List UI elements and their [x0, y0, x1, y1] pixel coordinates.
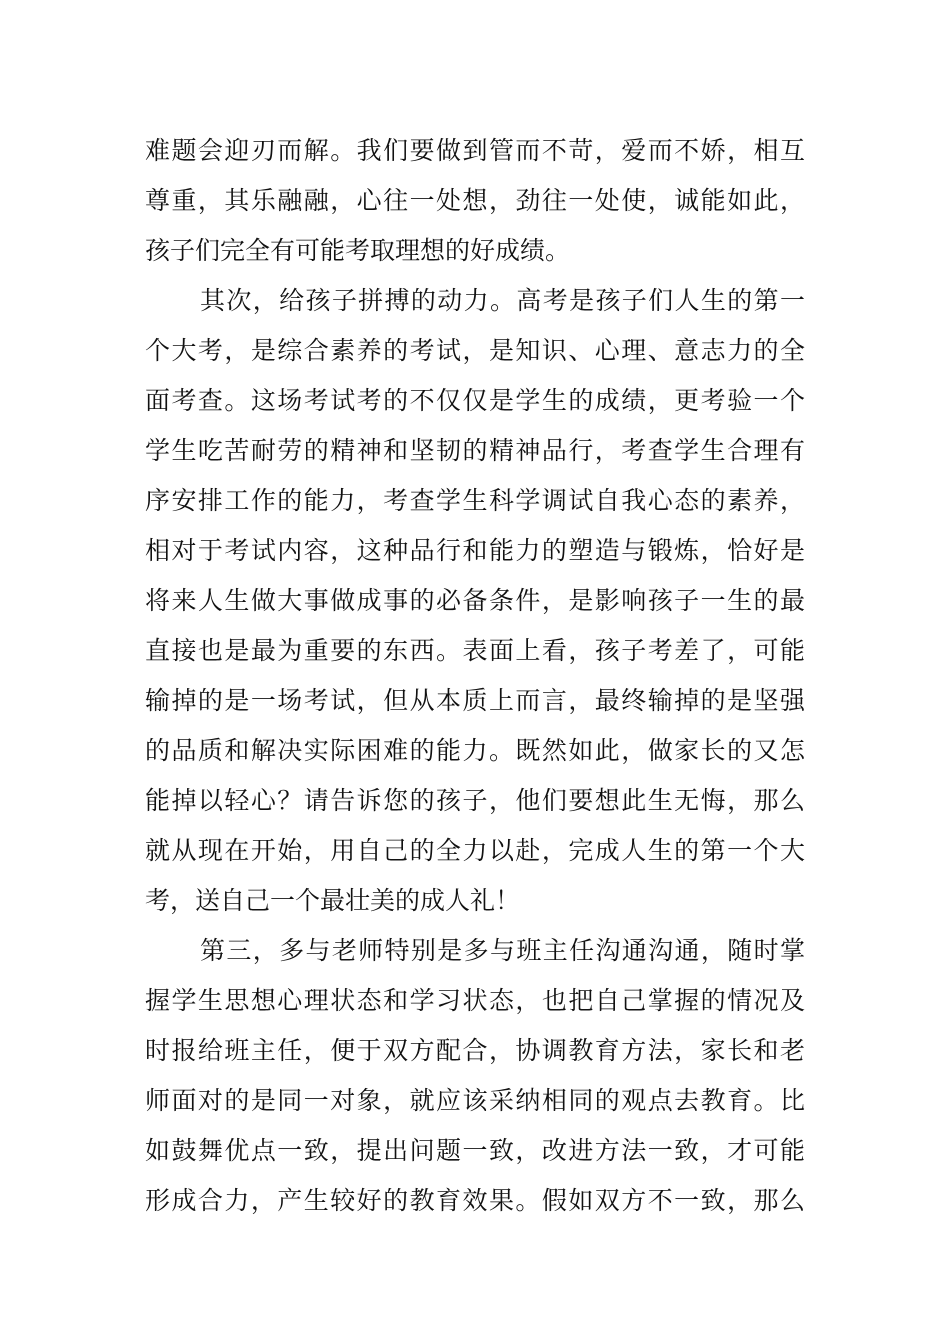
- text-line: 孩子们完全有可能考取理想的好成绩。: [145, 236, 571, 265]
- text-line: 面考查。这场考试考的不仅仅是学生的成绩，更考验一个: [145, 386, 805, 415]
- text-line: 个大考，是综合素养的考试，是知识、心理、意志力的全: [145, 336, 805, 365]
- body-text: [145, 126, 805, 1226]
- text-line: 形成合力，产生较好的教育效果。假如双方不一致，那么: [145, 1186, 805, 1215]
- text-line: 直接也是最为重要的东西。表面上看，孩子考差了，可能: [145, 636, 805, 665]
- text-line: 师面对的是同一对象，就应该采纳相同的观点去教育。比: [145, 1086, 805, 1115]
- text-line: 就从现在开始，用自己的全力以赴，完成人生的第一个大: [145, 836, 805, 865]
- text-line: 相对于考试内容，这种品行和能力的塑造与锻炼，恰好是: [145, 536, 805, 565]
- text-line: 尊重，其乐融融，心往一处想，劲往一处使，诚能如此，: [145, 186, 805, 215]
- text-line: 如鼓舞优点一致，提出问题一致，改进方法一致，才可能: [145, 1136, 805, 1165]
- text-line: 输掉的是一场考试，但从本质上而言，最终输掉的是坚强: [145, 686, 805, 715]
- text-line: 难题会迎刃而解。我们要做到管而不苛，爱而不娇，相互: [145, 136, 805, 165]
- text-line: 时报给班主任，便于双方配合，协调教育方法，家长和老: [145, 1036, 805, 1065]
- text-line: 将来人生做大事做成事的必备条件，是影响孩子一生的最: [145, 586, 805, 615]
- paragraph-start-line: 其次，给孩子拼搏的动力。高考是孩子们人生的第一: [200, 286, 805, 315]
- text-line: 能掉以轻心？请告诉您的孩子，他们要想此生无悔，那么: [145, 786, 805, 815]
- text-line: 考，送自己一个最壮美的成人礼！: [145, 886, 521, 915]
- text-line: 的品质和解决实际困难的能力。既然如此，做家长的又怎: [145, 736, 805, 765]
- text-line: 序安排工作的能力，考查学生科学调试自我心态的素养，: [145, 486, 805, 515]
- text-line: 握学生思想心理状态和学习状态，也把自己掌握的情况及: [145, 986, 805, 1015]
- text-line: 学生吃苦耐劳的精神和坚韧的精神品行，考查学生合理有: [145, 436, 805, 465]
- paragraph-start-line: 第三，多与老师特别是多与班主任沟通沟通，随时掌: [200, 936, 805, 965]
